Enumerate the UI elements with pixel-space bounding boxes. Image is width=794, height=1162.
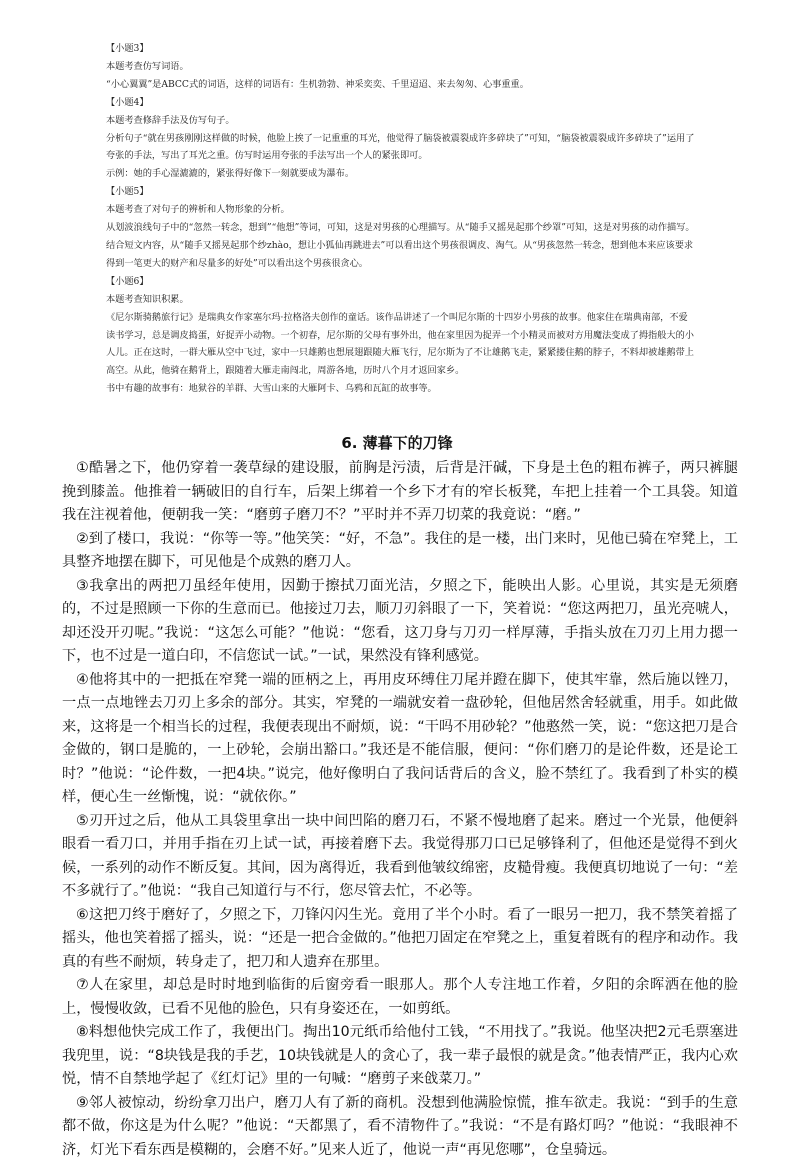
story-paragraph: ⑧料想他快完成工作了，我便出门。掏出10元纸币给他付工钱，“不用找了。”我说。他坚决把2元毛票塞进我兜里，说：“8块钱是我的手艺，10块钱就是人的贪心了，我一辈子最恨的就是贪。”他表情严正，我内心欢悦，情不自禁地学起了《红灯记》里的一句喊：“磨剪子来戗菜刀。” — [62, 1021, 738, 1092]
story-paragraph: ⑨邻人被惊动，纷纷拿刀出户，磨刀人有了新的商机。没想到他满脸惊慌，推车欲走。我说：“到手的生意都不做，你这是为什么呢？”他说：“天都黑了，看不清物件了。”我说：“不是有路灯吗？”他说：“我眼神不济，灯光下看东西是模糊的，会磨不好。”见来人近了，他说一声“再见您哪”，仓皇骑远。 — [62, 1092, 738, 1162]
story-paragraph: ⑥这把刀终于磨好了，夕照之下，刀锋闪闪生光。竟用了半个小时。看了一眼另一把刀，我不禁笑着摇了摇头，他也笑着摇了摇头，说：“还是一把合金做的。”他把刀固定在窄凳之上，重复着既有的程序和动作。我真的有些不耐烦，转身走了，把刀和人遗弃在那里。 — [62, 904, 738, 975]
answer-line: 分析句子“就在男孩刚刚这样做的时候，他脸上挨了一记重重的耳光，他觉得了脑袋被震裂成许多碎块了”可知，“脑袋被震裂成许多碎块了”运用了夸张的手法，写出了耳光之重。仿写时运用夸张的手法写出一个人的紧张即可。 — [106, 130, 696, 166]
answer-line: “小心翼翼”是ABCC式的词语，这样的词语有：生机勃勃、神采奕奕、千里迢迢、来去匆匆、心事重重。 — [106, 76, 696, 94]
story-paragraph: ②到了楼口，我说：“你等一等。”他笑笑：“好，不急”。我住的是一楼，出门来时，见他已骑在窄凳上，工具整齐地摆在脚下，可见他是个成熟的磨刀人。 — [62, 528, 738, 575]
answer-line: 【小题6】 — [106, 273, 696, 291]
answer-explanations — [106, 40, 696, 398]
answer-line: 本题考查仿写词语。 — [106, 58, 696, 76]
answer-line: 书中有趣的故事有：地狱谷的羊群、大雪山来的大雁阿卡、乌鸦和瓦缸的故事等。 — [106, 380, 696, 398]
answer-line: 本题考查修辞手法及仿写句子。 — [106, 112, 696, 130]
story-paragraph: ①酷暑之下，他仍穿着一袭草绿的建设服，前胸是污渍，后背是汗碱，下身是土色的粗布裤子，两只裤腿挽到膝盖。他推着一辆破旧的自行车，后架上绑着一个乡下才有的窄长板凳，车把上挂着一个工具袋。知道我在注视着他，便朝我一笑：“磨剪子磨刀不？”平时并不弄刀切菜的我竟说：“磨。” — [62, 457, 738, 528]
answer-line: 《尼尔斯骑鹅旅行记》是瑞典女作家塞尔玛·拉格洛夫创作的童话。该作品讲述了一个叫尼尔斯的十四岁小男孩的故事。他家住在瑞典南部，不爱读书学习，总是调皮捣蛋，好捉弄小动物。一个初春，尼尔斯的父母有事外出，他在家里因为捉弄一个小精灵而被对方用魔法变成了拇指般大的小人儿。正在这时，一群大雁从空中飞过，家中一只雄鹅也想展翅跟随大雁飞行，尼尔斯为了不让雄鹅飞走，紧紧搂住鹅的脖子，不料却被雄鹅带上高空。从此，他骑在鹅背上，跟随着大雁走南闯北，周游各地，历时八个月才返回家乡。 — [106, 309, 696, 381]
story-paragraph: ④他将其中的一把抵在窄凳一端的匝柄之上，再用皮环缚住刀尾并蹬在脚下，使其牢靠，然后施以锉刀，一点一点地锉去刀刃上多余的部分。其实，窄凳的一端就安着一盘砂轮，但他居然舍轻就重，用手。如此做来，这将是一个相当长的过程，我便表现出不耐烦，说：“干吗不用砂轮？”他憨然一笑，说：“您这把刀是合金做的，钢口是脆的，一上砂轮，会崩出豁口。”我还是不能信服，便问：“你们磨刀的是论件数，还是论工时？”他说：“论件数，一把4块。”说完，他好像明白了我问话背后的含义，脸不禁红了。我看到了朴实的模样，便心生一丝惭愧，说：“就依你。” — [62, 669, 738, 810]
story-paragraph: ③我拿出的两把刀虽经年使用，因勤于擦拭刀面光洁，夕照之下，能映出人影。心里说，其实是无须磨的，不过是照顾一下你的生意而已。他接过刀去，顺刀刃斜眼了一下，笑着说：“您这两把刀，虽光亮唬人，却还没开刃呢。”我说：“这怎么可能？”他说：“您看，这刀身与刀刃一样厚薄，手指头放在刀刃上用力摁一下，也不过是一道白印，不信您试一试。”一试，果然没有锋利感觉。 — [62, 575, 738, 669]
answer-line: 从划波浪线句子中的“忽然一转念，想到”“他想”等词，可知，这是对男孩的心理描写。从“随手又摇晃起那个纱罩”可知，这是对男孩的动作描写。 — [106, 219, 696, 237]
answer-line: 本题考查了对句子的辨析和人物形象的分析。 — [106, 201, 696, 219]
story-paragraph: ⑦人在家里，却总是时时地到临街的后窗旁看一眼那人。那个人专注地工作着，夕阳的余晖洒在他的脸上，慢慢收敛，已看不见他的脸色，只有身姿还在，一如剪纸。 — [62, 974, 738, 1021]
story-title: 6. 薄暮下的刀锋 — [0, 432, 794, 453]
story-body — [62, 457, 738, 1162]
answer-line: 示例：她的手心湿漉漉的，紧张得好像下一刻就要成为瀑布。 — [106, 165, 696, 183]
story-paragraph: ⑤刃开过之后，他从工具袋里拿出一块中间凹陷的磨刀石，不紧不慢地磨了起来。磨过一个光景，他便斜眼看一看刀口，并用手指在刃上试一试，再接着磨下去。我觉得那刀口已足够锋利了，但他还是觉得不到火候，一系列的动作不断反复。其间，因为离得近，我看到他皱纹绵密，皮糙骨瘦。我便真切地说了一句：“差不多就行了。”他说：“我自己知道行与不行，您尽管去忙，不必等。 — [62, 810, 738, 904]
answer-line: 【小题4】 — [106, 94, 696, 112]
answer-line: 本题考查知识积累。 — [106, 291, 696, 309]
answer-line: 【小题5】 — [106, 183, 696, 201]
answer-line: 结合短文内容，从“随手又摇晃起那个纱zhào，想让小狐仙再跳进去”可以看出这个男孩很调皮、淘气。从“男孩忽然一转念，想到他本来应该要求得到一笔更大的财产和尽量多的好处”可以看出这个男孩很贪心。 — [106, 237, 696, 273]
answer-line: 【小题3】 — [106, 40, 696, 58]
